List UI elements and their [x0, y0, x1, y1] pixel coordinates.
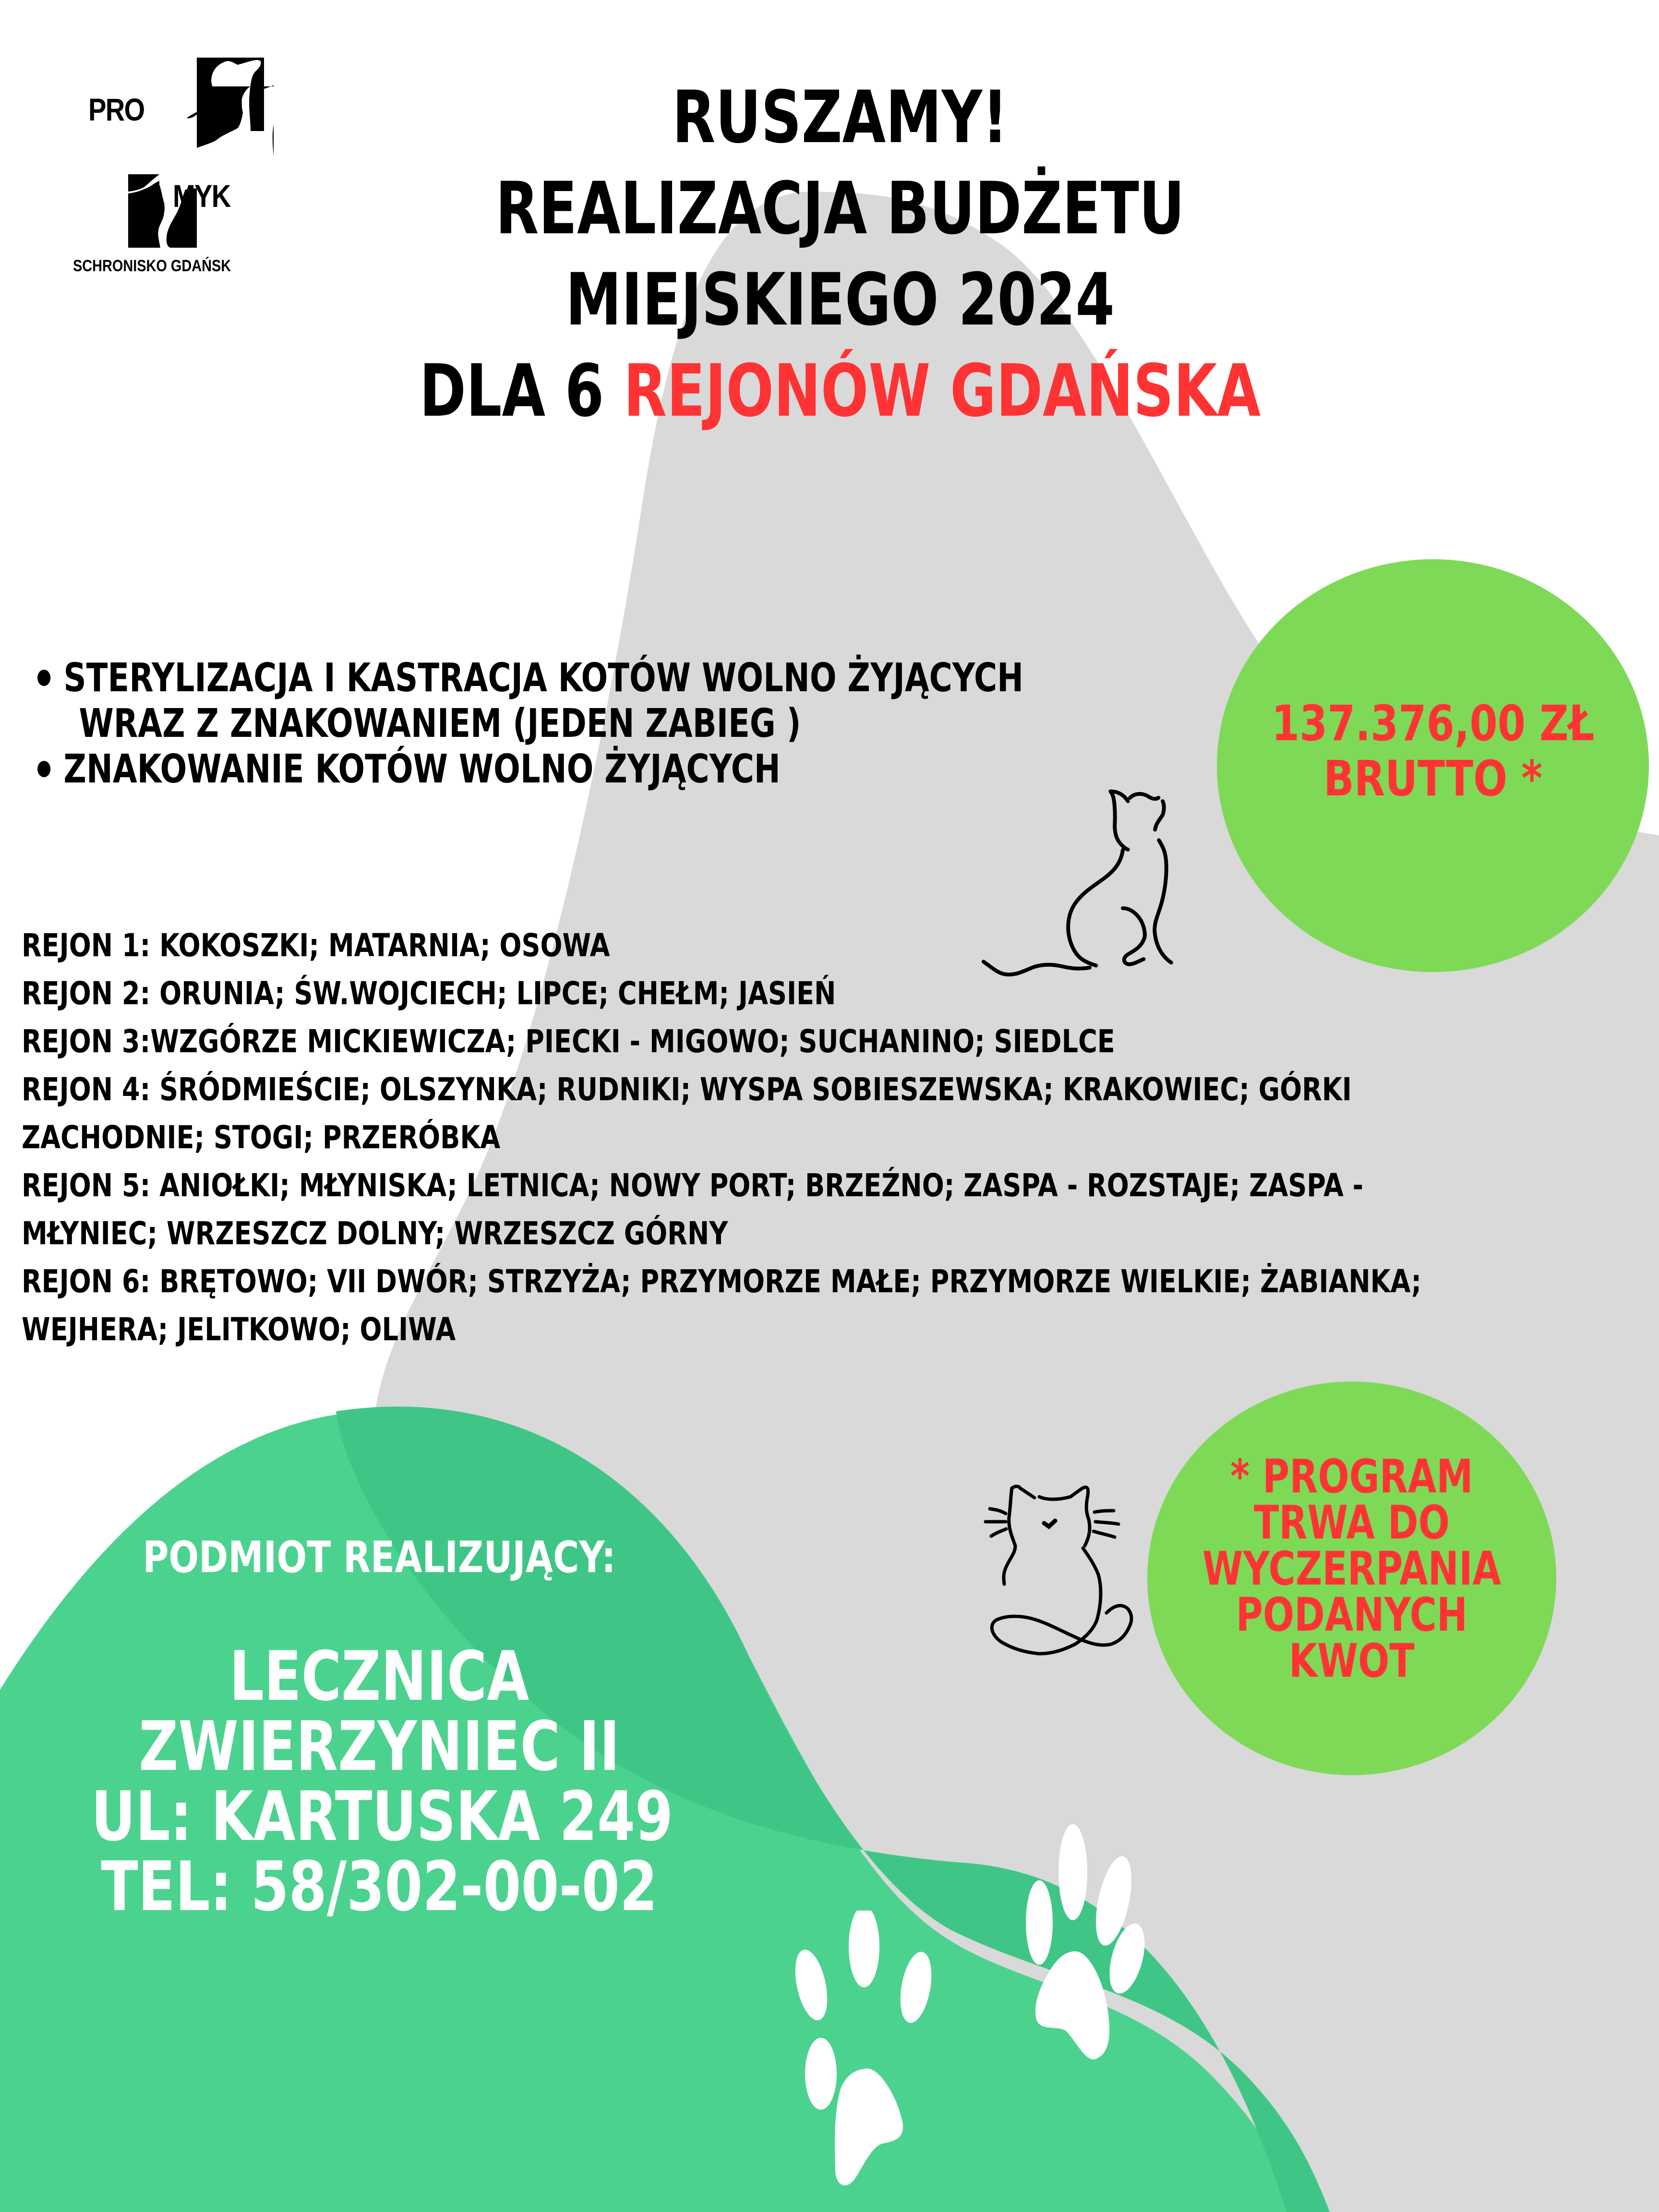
- region-line: REJON 6: BRĘTOWO; VII DWÓR; STRZYŻA; PRZYMORZE MAŁE; PRZYMORZE WIELKIE; ŻABIANKA;: [22, 1263, 1422, 1300]
- logo-subtitle: SCHRONISKO GDAŃSK: [73, 257, 231, 275]
- price-text: [1272, 696, 1595, 806]
- note-line: KWOT: [1289, 1634, 1415, 1688]
- service-item-text: ZNAKOWANIE KOTÓW WOLNO ŻYJĄCYCH: [63, 746, 781, 792]
- provider-label: PODMIOT REALIZUJĄCY:: [143, 1532, 616, 1583]
- provider-info: [19, 1531, 739, 1926]
- price-amount: 137.376,00 ZŁ: [1271, 695, 1595, 752]
- price-suffix: BRUTTO *: [1323, 750, 1543, 807]
- title-line-1: RUSZAMY!: [672, 76, 1008, 159]
- region-line: MŁYNIEC; WRZESZCZ DOLNY; WRZESZCZ GÓRNY: [22, 1215, 728, 1252]
- note-line: TRWA DO: [1254, 1496, 1450, 1550]
- logo-pro-text: PRO: [88, 92, 144, 127]
- note-line: PODANYCH: [1236, 1588, 1468, 1642]
- title-line-3: MIEJSKIEGO 2024: [565, 258, 1115, 342]
- region-line: REJON 4: ŚRÓDMIEŚCIE; OLSZYNKA; RUDNIKI; WYSPA SOBIESZEWSKA; KRAKOWIEC; GÓRKI: [22, 1071, 1352, 1108]
- service-item-text: STERYLIZACJA I KASTRACJA KOTÓW WOLNO ŻYJĄCYCH: [63, 655, 1024, 701]
- logo-myk-text: MYK: [173, 178, 230, 214]
- region-line: WEJHERA; JELITKOWO; OLIWA: [22, 1311, 456, 1348]
- service-item: [34, 655, 1024, 701]
- region-line: ZACHODNIE; STOGI; PRZERÓBKA: [22, 1119, 501, 1156]
- page-title: [192, 72, 1488, 437]
- provider-name-line-2: ZWIERZYNIEC II: [138, 1707, 620, 1786]
- title-line-4-black: DLA 6: [419, 349, 624, 433]
- provider-address: UL: KARTUSKA 249: [91, 1777, 673, 1856]
- program-note-badge: [1147, 1382, 1556, 1775]
- cat-front-heart-icon: [960, 1469, 1152, 1680]
- price-badge: [1217, 559, 1649, 972]
- note-line: WYCZERPANIA: [1202, 1542, 1502, 1596]
- title-line-4: [335, 346, 1346, 437]
- title-line-4-red: REJONÓW GDAŃSKA: [623, 349, 1261, 433]
- region-line: REJON 1: KOKOSZKI; MATARNIA; OSOWA: [22, 927, 610, 964]
- paw-print-icon: [998, 1824, 1200, 2093]
- region-line: REJON 2: ORUNIA; ŚW.WOJCIECH; LIPCE; CHEŁM; JASIEŃ: [22, 975, 836, 1012]
- regions-list: [22, 922, 1644, 1354]
- service-item: [34, 746, 994, 792]
- provider-phone: TEL: 58/302-00-02: [101, 1847, 658, 1926]
- program-note-text: [1202, 1450, 1502, 1688]
- service-item-continuation: WRAZ Z ZNAKOWANIEM (JEDEN ZABIEG ): [79, 701, 801, 746]
- bullet-icon: [37, 670, 50, 686]
- bullet-icon: [37, 761, 50, 777]
- region-line: REJON 3:WZGÓRZE MICKIEWICZA; PIECKI - MIGOWO; SUCHANINO; SIEDLCE: [22, 1023, 1115, 1060]
- region-line: REJON 5: ANIOŁKI; MŁYNISKA; LETNICA; NOWY PORT; BRZEŹNO; ZASPA - ROZSTAJE; ZASPA -: [22, 1167, 1364, 1204]
- note-line: * PROGRAM: [1230, 1450, 1473, 1503]
- title-line-2: REALIZACJA BUDŻETU: [495, 167, 1185, 251]
- provider-name-line-1: LECZNICA: [229, 1637, 529, 1716]
